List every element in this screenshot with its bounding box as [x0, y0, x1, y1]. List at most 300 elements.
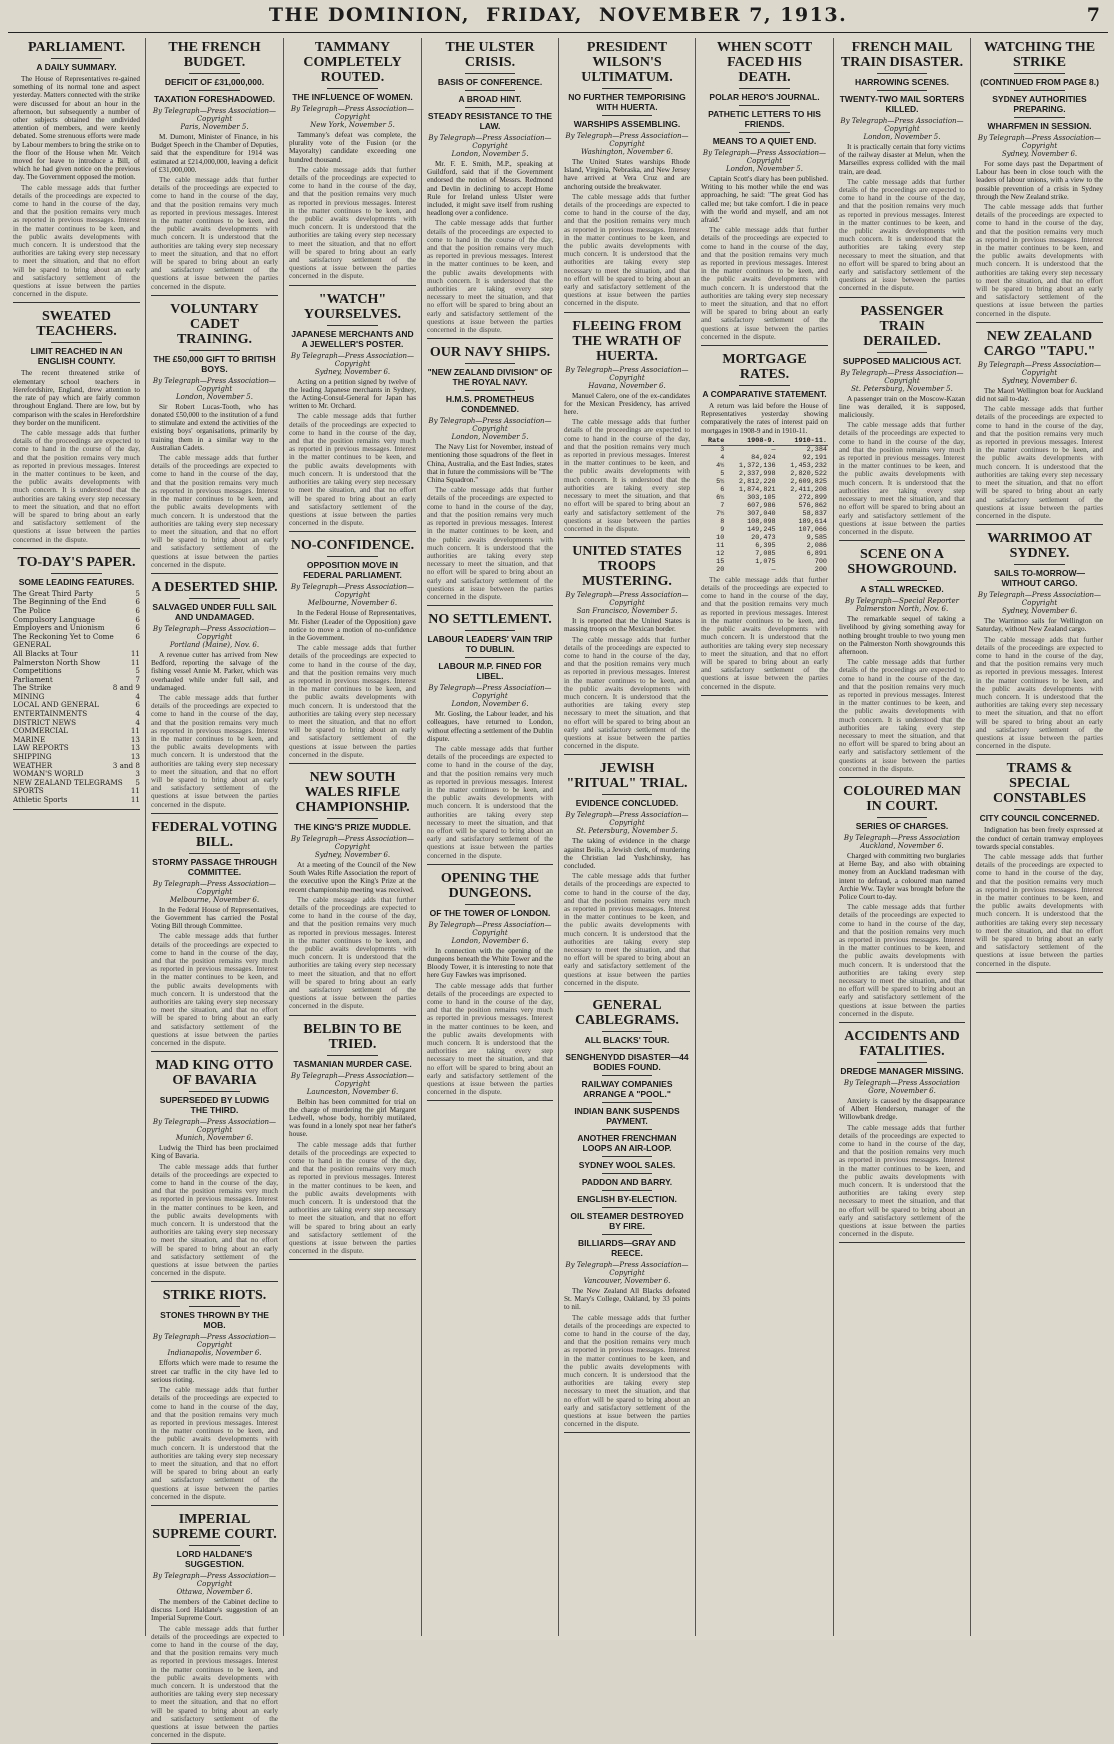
contents-page: 11 [130, 657, 140, 667]
article-byline: By Telegraph—Press Association [843, 833, 961, 842]
article-subheading: DREDGE MANAGER MISSING. [840, 1066, 964, 1077]
article-body: The recent threatened strike of elementary school teachers in Herefordshire, England, drew attention to the rate of pay which are fairly common throughout England. There are low, but by comparison with the scales in Herefordshire they border on the munificent. [13, 369, 140, 427]
article-byline: By Telegraph—Press Association—Copyright [565, 811, 689, 828]
article-headline: UNITED STATES TROOPS MUSTERING. [572, 544, 682, 590]
article-dateline: New York, November 5. [310, 121, 395, 129]
article-subheading: WARSHIPS ASSEMBLING. [573, 119, 681, 129]
mortgage-rates-table [701, 437, 828, 574]
contents-item: COMMERCIAL [13, 726, 69, 736]
article-continuation: The cable message adds that further details of the proceedings are expected to come to hand in the course of the day, and that the position remains very much as reported in previous messages. Interest in the matter continues to be keen, and the public awaits developments with much concern. It is understood that the authorities are taking every step necessary to meet the situation, and that no effort will be spared to bring about an early and satisfactory settlement of the questions at issue between the parties concerned in the dispute. [151, 1162, 278, 1278]
article-headline: THE FRENCH BUDGET. [168, 40, 261, 70]
contents-page: 6 [135, 700, 140, 710]
article [151, 820, 278, 1052]
rule-divider [327, 325, 378, 326]
article-dateline: London, November 5. [451, 150, 529, 158]
column-4 [422, 38, 559, 1636]
article-headline: NEW SOUTH WALES RIFLE CHAMPIONSHIP. [295, 769, 410, 815]
article-headline: STRIKE RIOTS. [162, 1288, 267, 1304]
article-continuation: The cable message adds that further details of the proceedings are expected to come to hand in the course of the day, and that the position remains very much as reported in previous messages. Interest in the matter continues to be keen, and the public awaits developments with much concern. It is understood that the authorities are taking every step necessary to meet the situation, and that no effort will be spared to bring about an early and satisfactory settlement of the questions at issue between the parties concerned in the dispute. [564, 872, 690, 987]
table-cell: 7½ [716, 509, 725, 518]
article-byline: By Telegraph—Press Association—Copyright [565, 365, 689, 382]
article-dateline: Sydney, November 6. [1001, 607, 1078, 616]
article-byline: By Telegraph—Press Association—Copyright [428, 920, 552, 937]
article-subheading: DEFICIT OF £31,000,000. [164, 77, 265, 87]
article-continuation: The cable message adds that further details of the proceedings are expected to come to hand in the course of the day, and that the position remains very much as reported in previous messages. Interest in the matter continues to be keen, and the public awaits developments with much concern. It is understood that the authorities are taking every step necessary to meet the situation, and that no effort will be spared to bring about an early and satisfactory settlement of the questions at issue between the parties concerned in the dispute. [701, 575, 828, 691]
rule-divider [465, 904, 515, 905]
article-body: The Maori Wellington boat for Auckland did not sail to-day. [976, 386, 1103, 404]
article [839, 1029, 965, 1243]
contents-page: 11 [130, 795, 140, 804]
article-subheading: A STALL WRECKED. [860, 584, 944, 595]
rule-divider [465, 630, 515, 631]
article [427, 40, 553, 339]
contents-page: 3 and 8 [112, 760, 140, 770]
contents-item: SHIPPING [13, 752, 52, 762]
article-headline: VOLUNTARY CADET TRAINING. [170, 301, 259, 347]
contents-item: Athletic Sports [13, 795, 68, 804]
section-divider [839, 1022, 965, 1023]
article-headline: TO-DAY'S PAPER. [17, 554, 136, 570]
article-headline: SCENE ON A SHOWGROUND. [847, 547, 957, 578]
table-cell: 303,105 [747, 493, 776, 502]
table-row [701, 518, 828, 526]
article-subheading: BILLIARDS—GRAY AND REECE. [578, 1238, 676, 1259]
contents-page: 4 [135, 691, 140, 701]
rule-divider [602, 1031, 652, 1032]
rule-divider [189, 350, 240, 351]
article-subheading: POLAR HERO'S JOURNAL. [709, 92, 820, 102]
article-subheading: SERIES OF CHARGES. [855, 820, 949, 831]
article-subheading: OIL STEAMER DESTROYED BY FIRE. [570, 1211, 684, 1232]
article-subheading: ANOTHER FRENCHMAN LOOPS AN AIR-LOOP. [577, 1133, 677, 1154]
article-byline: By Telegraph—Press Association—Copyright [290, 351, 415, 368]
rule-divider [877, 73, 927, 74]
article [13, 40, 140, 303]
section-divider [976, 524, 1103, 525]
rule-divider [602, 1207, 652, 1208]
article-dateline: Portland (Maine), Nov. 6. [169, 640, 260, 649]
article-subheading: STORMY PASSAGE THROUGH COMMITTEE. [152, 856, 277, 877]
article-body: In connection with the opening of the dungeons beneath the White Tower and the Bloody Tower, it is interesting to note that here Guy Fawkes was imprisoned. [427, 946, 553, 980]
article-body: M. Dumont, Minister of Finance, in his Budget Speech in the Chamber of Deputies, said that the expenditure for 1914 was estimated at £214,000,000, leaving a deficit of £31,000,000. [151, 133, 278, 174]
table-cell: — [771, 445, 776, 454]
article [289, 40, 416, 286]
article-continuation: The cable message adds that further details of the proceedings are expected to come to hand in the course of the day, and that the position remains very much as reported in previous messages. Interest in the matter continues to be keen, and the public awaits developments with much concern. It is understood that the authorities are taking every step necessary to meet the situation, and that no effort will be spared to bring about an early and satisfactory settlement of the questions at issue between the parties concerned in the dispute. [839, 903, 965, 1018]
contents-item: All Blacks at Tour [13, 648, 78, 658]
rule-divider [602, 1102, 652, 1103]
rule-divider [1014, 117, 1065, 118]
rule-divider [602, 1156, 652, 1157]
contents-item: MINING [13, 691, 45, 701]
article-headline: FEDERAL VOTING BILL. [151, 819, 278, 850]
article-body: The remarkable sequel of taking a livelihood by giving something away for nothing brought trouble to two young men on the Palmerston North showgrounds this afternoon. [839, 615, 965, 656]
article-headline: WARRIMOO AT SYDNEY. [987, 531, 1092, 562]
article-body: The members of the Cabinet decline to discuss Lord Haldane's suggestion of an Imperial Supreme Court. [151, 1597, 278, 1623]
rule-divider [602, 1190, 652, 1191]
article-byline: By Telegraph—Press Association—Copyright [977, 591, 1102, 608]
article [427, 871, 553, 1102]
table-cell: 6 [720, 485, 725, 494]
table-row [701, 550, 828, 558]
rule-divider [877, 90, 927, 91]
contents-page: 7 [135, 674, 140, 684]
article-byline: By Telegraph—Press Association—Copyright [152, 376, 277, 393]
rule-divider [877, 580, 927, 581]
article-body: The Navy List for November, instead of mentioning those squadrons of the fleet in China, Australia, and the East Indies, states that in future the commissions will be "The China Squadron." [427, 443, 553, 485]
table-row [701, 494, 828, 502]
article-byline: By Telegraph—Press Association—Copyright [565, 591, 689, 608]
article-headline: OUR NAVY SHIPS. [429, 345, 551, 361]
rule-divider [602, 88, 652, 89]
table-cell: 149,245 [747, 525, 776, 534]
table-cell: 2,384 [806, 445, 827, 454]
article-continuation: The cable message adds that further details of the proceedings are expected to come to hand in the course of the day, and that the position remains very much as reported in previous messages. Interest in the matter continues to be keen, and the public awaits developments with much concern. It is understood that the authorities are taking every step necessary to meet the situation, and that no effort will be spared to bring about an early and satisfactory settlement of the questions at issue between the parties concerned in the dispute. [427, 219, 553, 335]
article-subheading: LIMIT REACHED IN AN ENGLISH COUNTY. [30, 346, 123, 367]
section-divider [151, 1051, 278, 1052]
article-continuation: The cable message adds that further details of the proceedings are expected to come to hand in the course of the day, and that the position remains very much as reported in previous messages. Interest in the matter continues to be keen, and the public awaits developments with much concern. It is understood that the authorities are taking every step necessary to meet the situation, and that no effort will be spared to bring about an early and satisfactory settlement of the questions at issue between the parties concerned in the dispute. [564, 1313, 690, 1429]
article [151, 1058, 278, 1282]
rule-divider [465, 657, 515, 658]
article-byline: By Telegraph—Press Association [843, 1079, 961, 1088]
rule-divider [1014, 73, 1065, 74]
article-subheading: MEANS TO A QUIET END. [712, 136, 817, 146]
table-row [701, 470, 828, 478]
article-headline: MORTGAGE RATES. [722, 352, 807, 383]
article-body: Belbin has been committed for trial on the charge of murdering the girl Margaret Ledwell, whose body, horribly mutilated, was found in a lonely spot near her father's house. [289, 1097, 416, 1139]
article-body: Mr. F. E. Smith, M.P., speaking at Guildford, said that if the Government endorsed the notion of Messrs. Redmond and Devlin in declining to accept Home Rule for Ireland unless Ulster were included, it might save itself from rushing headlong over a confidence. [427, 160, 553, 218]
section-divider [701, 695, 828, 696]
table-cell: 189,614 [798, 517, 827, 526]
rule-divider [1014, 564, 1065, 565]
article-body: Captain Scott's diary has been published. Writing to his mother while the end was approaching, he said: "The great God has called me; but take comfort. I die in peace with the world and myself, and am not afraid." [701, 175, 828, 225]
article-body: In the Federal House of Representatives, Mr. Fisher (Leader of the Opposition) gave notice to move a motion of no-confidence in the Government. [289, 609, 416, 642]
article [151, 580, 278, 814]
article-continuation: The cable message adds that further details of the proceedings are expected to come to hand in the course of the day, and that the position remains very much as reported in previous messages. Interest in the matter continues to be keen, and the public awaits developments with much concern. It is understood that the authorities are taking every step necessary to meet the situation, and that no effort will be spared to bring about an early and satisfactory settlement of the questions at issue between the parties concerned in the dispute. [839, 421, 965, 536]
article-body: The United States warships Rhode Island, Virginia, Nebraska, and New Jersey have arrived at Vera Cruz and are anchoring outside the breakwater. [564, 158, 690, 191]
article [564, 319, 690, 538]
article-dateline: Gore, November 6. [868, 1087, 936, 1096]
section-divider [289, 531, 416, 532]
article-continuation: The cable message adds that further details of the proceedings are expected to come to hand in the course of the day, and that the position remains very much as reported in previous messages. Interest in the matter continues to be keen, and the public awaits developments with much concern. It is understood that the authorities are taking every step necessary to meet the situation, and that no effort will be spared to bring about an early and satisfactory settlement of the questions at issue between the parties concerned in the dispute. [564, 418, 690, 533]
table-cell: 2,820,522 [790, 469, 827, 478]
section-divider [701, 345, 828, 346]
rule-divider [739, 105, 790, 106]
contents-page: 13 [130, 734, 140, 744]
article-continuation: The cable message adds that further details of the proceedings are expected to come to hand in the course of the day, and that the position remains very much as reported in previous messages. Interest in the matter continues to be keen, and the public awaits developments with much concern. It is understood that the authorities are taking every step necessary to meet the situation, and that no effort will be spared to bring about an early and satisfactory settlement of the questions at issue between the parties concerned in the dispute. [976, 203, 1103, 318]
section-divider [13, 302, 140, 303]
article-headline: A DESERTED SHIP. [151, 579, 278, 595]
contents-page: 3 [135, 769, 140, 779]
article-byline: By Telegraph—Press Association—Copyright [977, 134, 1102, 150]
article-dateline: London, November 6. [451, 936, 529, 945]
table-cell: 10 [716, 533, 725, 542]
article-subheading: TASMANIAN MURDER CASE. [293, 1058, 412, 1069]
table-row [701, 566, 828, 574]
table-cell: 700 [814, 557, 827, 566]
article-body: In the Federal House of Representatives, the Government has carried the Postal Voting Bill through Committee. [151, 905, 278, 931]
section-divider [839, 297, 965, 298]
article-dateline: Washington, November 6. [580, 148, 674, 156]
masthead [8, 4, 1108, 33]
article-byline: By Telegraph—Press Association—Copyright [290, 583, 415, 600]
article-dateline: Havana, November 6. [588, 381, 666, 390]
article-continuation: The cable message adds that further details of the proceedings are expected to come to hand in the course of the day, and that the position remains very much as reported in previous messages. Interest in the matter continues to be keen, and the public awaits developments with much concern. It is understood that the authorities are taking every step necessary to meet the situation, and that no effort will be spared to bring about an early and satisfactory settlement of the questions at issue between the parties concerned in the dispute. [151, 454, 278, 569]
article-body: Efforts which were made to resume the street car traffic in the city have led to serious rioting. [151, 1359, 278, 1384]
article-body: It is reported that the United States is massing troops on the Mexican border. [564, 617, 690, 634]
article-dateline: St. Petersburg, November 5. [851, 384, 953, 393]
table-cell: 6,395 [755, 541, 776, 550]
article-continuation: The cable message adds that further details of the proceedings are expected to come to hand in the course of the day, and that the position remains very much as reported in previous messages. Interest in the matter continues to be keen, and the public awaits developments with much concern. It is understood that the authorities are taking every step necessary to meet the situation, and that no effort will be spared to bring about an early and satisfactory settlement of the questions at issue between the parties concerned in the dispute. [976, 405, 1103, 520]
article-continuation: The cable message adds that further details of the proceedings are expected to come to hand in the course of the day, and that the position remains very much as reported in previous messages. Interest in the matter continues to be keen, and the public awaits developments with much concern. It is understood that the authorities are taking every step necessary to meet the situation, and that no effort will be spared to bring about an early and satisfactory settlement of the questions at issue between the parties concerned in the dispute. [151, 176, 278, 291]
article-subheading: A DAILY SUMMARY. [36, 62, 117, 72]
contents-row [13, 796, 140, 805]
article-subheading: SUPERSEDED BY LUDWIG THE THIRD. [159, 1095, 270, 1116]
article [564, 998, 690, 1433]
contents-item: WOMAN'S WORLD [13, 769, 84, 779]
article-dateline: Launceston, November 6. [306, 1087, 399, 1096]
article [289, 292, 416, 533]
article-body: At a meeting of the Council of the New South Wales Rifle Association the report of the executive upon the King's Prize at the recent championship meeting was received. [289, 860, 416, 894]
section-divider [564, 537, 690, 538]
rule-divider [877, 352, 927, 353]
article-byline: By Telegraph—Press Association—Copyright [428, 684, 552, 701]
article-continuation: The cable message adds that further details of the proceedings are expected to come to hand in the course of the day, and that the position remains very much as reported in previous messages. Interest in the matter continues to be keen, and the public awaits developments with much concern. It is understood that the authorities are taking every step necessary to meet the situation, and that no effort will be spared to bring about an early and satisfactory settlement of the questions at issue between the parties concerned in the dispute. [151, 1386, 278, 1501]
article [289, 770, 416, 1016]
table-header: Rate [701, 437, 725, 446]
article-subheading: LABOUR M.P. FINED FOR LIBEL. [438, 661, 542, 682]
table-cell: 607,986 [747, 501, 776, 510]
rule-divider [465, 363, 515, 364]
article-dateline: London, November 6. [451, 700, 529, 709]
rule-divider [189, 1545, 240, 1546]
table-cell: 2,812,220 [738, 477, 776, 486]
article-subheading: SYDNEY AUTHORITIES PREPARING. [992, 94, 1087, 114]
table-cell: 1,874,821 [738, 485, 776, 494]
table-cell: 272,899 [798, 493, 827, 502]
table-row [701, 542, 828, 550]
article [13, 309, 140, 548]
article-headline: PARLIAMENT. [27, 40, 126, 55]
section-divider [427, 1100, 553, 1101]
table-cell: 5½ [716, 477, 725, 486]
article-subheading: SUPPOSED MALICIOUS ACT. [842, 355, 962, 366]
rule-divider [739, 132, 790, 133]
article-continuation: The cable message adds that further details of the proceedings are expected to come to hand in the course of the day, and that the position remains very much as reported in previous messages. Interest in the matter continues to be keen, and the public awaits developments with much concern. It is understood that the authorities are taking every step necessary to meet the situation, and that no effort will be spared to bring about an early and satisfactory settlement of the questions at issue between the parties concerned in the dispute. [151, 932, 278, 1048]
rule-divider [465, 107, 515, 108]
article-body: The taking of evidence in the charge against Beilis, a Jewish clerk, of murdering the Christian lad Yushchinsky, has concluded. [564, 837, 690, 870]
contents-item: SPORTS [13, 786, 44, 796]
column-5 [559, 38, 696, 1636]
article-byline: By Telegraph—Special Reporter [845, 597, 959, 606]
article [151, 40, 278, 296]
rule-divider [51, 573, 102, 574]
article-continuation: The cable message adds that further details of the proceedings are expected to come to hand in the course of the day, and that the position remains very much as reported in previous messages. Interest in the matter continues to be keen, and the public awaits developments with much concern. It is understood that the authorities are taking every step necessary to meet the situation, and that no effort will be spared to bring about an early and satisfactory settlement of the questions at issue between the parties concerned in the dispute. [289, 895, 416, 1011]
section-divider [151, 1281, 278, 1282]
contents-item: NEW ZEALAND TELEGRAMS [13, 777, 123, 787]
rule-divider [602, 1048, 652, 1049]
article-headline: WHEN SCOTT FACED HIS DEATH. [716, 40, 813, 85]
section-divider [976, 322, 1103, 323]
article-byline: By Telegraph—Press Association—Copyright [565, 1261, 689, 1278]
table-row [701, 558, 828, 566]
article-subheading: PATHETIC LETTERS TO HIS FRIENDS. [708, 109, 821, 129]
article-headline: COLOURED MAN IN COURT. [843, 783, 961, 814]
rule-divider [51, 342, 102, 343]
rule-divider [465, 90, 515, 91]
rule-divider [189, 73, 240, 74]
contents-page: 5 [135, 588, 140, 598]
article-body: A revenue cutter has arrived from New Bedford, reporting the salvage of the fishing vessel Annie M. Parker, which was overhauled while under full sail, and undamaged. [151, 650, 278, 692]
article-subheading: OF THE TOWER OF LONDON. [429, 907, 551, 918]
table-cell: 576,862 [798, 501, 827, 510]
table-cell: 1,075 [755, 557, 776, 566]
section-divider [976, 754, 1103, 755]
article [976, 40, 1103, 323]
article-continuation: The cable message adds that further details of the proceedings are expected to come to hand in the course of the day, and that the position remains very much as reported in previous messages. Interest in the matter continues to be keen, and the public awaits developments with much concern. It is understood that the authorities are taking every step necessary to meet the situation, and that no effort will be spared to bring about an early and satisfactory settlement of the questions at issue between the parties concerned in the dispute. [564, 192, 690, 308]
contents-item: The Police [13, 605, 51, 615]
article-dateline: London, November 5. [863, 133, 941, 141]
column-8 [971, 38, 1108, 1636]
contents-page: 8 and 9 [112, 683, 140, 693]
article-continuation: The cable message adds that further details of the proceedings are expected to come to hand in the course of the day, and that the position remains very much as reported in previous messages. Interest in the matter continues to be keen, and the public awaits developments with much concern. It is understood that the authorities are taking every step necessary to meet the situation, and that no effort will be spared to bring about an early and satisfactory settlement of the questions at issue between the parties concerned in the dispute. [427, 486, 553, 601]
article-byline: By Telegraph—Press Association—Copyright [152, 1333, 277, 1350]
section-divider [289, 763, 416, 764]
paper-date: NOVEMBER 7, 1913. [598, 4, 848, 26]
rule-divider [602, 1129, 652, 1130]
article-body: Indignation has been freely expressed at the conduct of certain tramway employees towards special constables. [976, 826, 1103, 851]
article-body: Charged with committing two burglaries at Herne Bay, and also with obtaining money from an Auckland tradesman with intent to defraud, a coloured man named Archie Ww. Tayler was brought before the Police Court to-day. [839, 851, 965, 901]
article-continuation: The cable message adds that further details of the proceedings are expected to come to hand in the course of the day, and that the position remains very much as reported in previous messages. Interest in the matter continues to be keen, and the public awaits developments with much concern. It is understood that the authorities are taking every step necessary to meet the situation, and that no effort will be spared to bring about an early and satisfactory settlement of the questions at issue between the parties concerned in the dispute. [976, 852, 1103, 968]
columns [8, 38, 1108, 1740]
contents-page: 11 [130, 786, 140, 796]
article-subheading: (CONTINUED FROM PAGE 8.) [980, 77, 1099, 87]
article-subheading: NO FURTHER TEMPORISING WITH HUERTA. [568, 92, 686, 112]
rule-divider [189, 1306, 240, 1307]
article-subheading: INDIAN BANK SUSPENDS PAYMENT. [574, 1106, 680, 1127]
rule-divider [327, 818, 378, 819]
table-cell: 12 [716, 549, 725, 558]
article-dateline: Palmerston North, Nov. 6. [855, 605, 949, 614]
article-subheading: THE INFLUENCE OF WOMEN. [292, 92, 413, 102]
article-body: Anxiety is caused by the disappearance of Albert Henderson, manager of the Willowbank dredge. [839, 1097, 965, 1122]
contents-item: DISTRICT NEWS [13, 717, 76, 727]
article-subheading: THE KING'S PRIZE MUDDLE. [294, 821, 411, 832]
article-continuation: The cable message adds that further details of the proceedings are expected to come to hand in the course of the day, and that the position remains very much as reported in previous messages. Interest in the matter continues to be keen, and the public awaits developments with much concern. It is understood that the authorities are taking every step necessary to meet the situation, and that no effort will be spared to bring about an early and satisfactory settlement of the questions at issue between the parties concerned in the dispute. [564, 635, 690, 751]
article-continuation: The cable message adds that further details of the proceedings are expected to come to hand in the course of the day, and that the position remains very much as reported in previous messages. Interest in the matter continues to be keen, and the public awaits developments with much concern. It is understood that the authorities are taking every step necessary to meet the situation, and that no effort will be spared to bring about an early and satisfactory settlement of the questions at issue between the parties concerned in the dispute. [701, 226, 828, 341]
article-headline: PASSENGER TRAIN DERAILED. [860, 303, 944, 349]
contents-page: 5 [135, 666, 140, 676]
table-cell: — [771, 565, 776, 574]
article-subheading: A COMPARATIVE STATEMENT. [702, 389, 827, 400]
rule-divider [602, 1234, 652, 1235]
table-row [701, 454, 828, 462]
rule-divider [465, 390, 515, 391]
rule-divider [189, 853, 240, 854]
article-continuation: The cable message adds that further details of the proceedings are expected to come to hand in the course of the day, and that the position remains very much as reported in previous messages. Interest in the matter continues to be keen, and the public awaits developments with much concern. It is understood that the authorities are taking every step necessary to meet the situation, and that no effort will be spared to bring about an early and satisfactory settlement of the questions at issue between the parties concerned in the dispute. [289, 1140, 416, 1256]
article-subheading: LABOUR LEADERS' VAIN TRIP TO DUBLIN. [427, 634, 553, 655]
table-cell: 9,585 [806, 533, 827, 542]
section-divider [151, 813, 278, 814]
article-subheading: SENGHENYDD DISASTER—44 BODIES FOUND. [565, 1052, 689, 1073]
article-subheading: OPPOSITION MOVE IN FEDERAL PARLIAMENT. [303, 560, 402, 581]
article [839, 784, 965, 1023]
table-cell: 307,040 [747, 509, 776, 518]
table-cell: 2,086 [806, 541, 827, 550]
article-dateline: Indianapolis, November 6. [167, 1349, 262, 1358]
rule-divider [602, 1075, 652, 1076]
column-6 [696, 38, 834, 1636]
article [289, 1022, 416, 1261]
rule-divider [602, 1173, 652, 1174]
article-subheading: STEADY RESISTANCE TO THE LAW. [427, 111, 553, 131]
table-header: 1908-9. [725, 437, 776, 446]
article-subheading: JAPANESE MERCHANTS AND A JEWELLER'S POSTER. [291, 328, 414, 349]
article-subheading: SAILS TO-MORROW—WITHOUT CARGO. [994, 568, 1085, 589]
table-cell: 7,085 [755, 549, 776, 558]
table-cell: 1,453,232 [790, 461, 827, 470]
article-byline: By Telegraph—Press Association—Copyright [565, 132, 689, 148]
table-cell: 7 [720, 501, 725, 510]
table-cell: 1,372,136 [738, 461, 776, 470]
article [839, 547, 965, 778]
article-headline: BELBIN TO BE TRIED. [303, 1021, 402, 1052]
article-dateline: Paris, November 5. [180, 123, 249, 131]
contents-page: 6 [135, 605, 140, 615]
article-continuation: The cable message adds that further details of the proceedings are expected to come to hand in the course of the day, and that the position remains very much as reported in previous messages. Interest in the matter continues to be keen, and the public awaits developments with much concern. It is understood that the authorities are taking every step necessary to meet the situation, and that no effort will be spared to bring about an early and satisfactory settlement of the questions at issue between the parties concerned in the dispute. [427, 981, 553, 1097]
article [151, 1512, 278, 1744]
article-byline: By Telegraph—Press Association—Copyright [840, 368, 964, 385]
article-dateline: Sydney, November 6. [1001, 376, 1078, 385]
article-subheading: HARROWING SCENES. [855, 77, 949, 87]
article-headline: SWEATED TEACHERS. [36, 309, 117, 340]
article [13, 555, 140, 810]
table-row [701, 478, 828, 486]
column-2 [146, 38, 284, 1740]
article [564, 761, 690, 992]
article-byline: By Telegraph—Press Association—Copyright [977, 360, 1102, 377]
article [839, 40, 965, 298]
table-header: 1910-11. [777, 437, 828, 446]
table-cell: 92,191 [802, 453, 827, 462]
table-cell: 5 [720, 469, 725, 478]
article-dateline: London, November 5. [176, 392, 253, 401]
article-subheading: RAILWAY COMPANIES ARRANGE A "POOL." [581, 1079, 673, 1100]
table-cell: 9 [720, 525, 725, 534]
contents-item: ENTERTAINMENTS [13, 709, 88, 719]
rule-divider [602, 794, 652, 795]
article-continuation: The cable message adds that further details of the proceedings are expected to come to hand in the course of the day, and that the position remains very much as reported in previous messages. Interest in the matter continues to be keen, and the public awaits developments with much concern. It is understood that the authorities are taking every step necessary to meet the situation, and that no effort will be spared to bring about an early and satisfactory settlement of the questions at issue between the parties concerned in the dispute. [151, 693, 278, 809]
paper-day: FRIDAY, [486, 4, 583, 26]
article [839, 304, 965, 541]
article-continuation: The cable message adds that further details of the proceedings are expected to come to hand in the course of the day, and that the position remains very much as reported in previous messages. Interest in the matter continues to be keen, and the public awaits developments with much concern. It is understood that the authorities are taking every step necessary to meet the situation, and that no effort will be spared to bring about an early and satisfactory settlement of the questions at issue between the parties concerned in the dispute. [151, 1624, 278, 1740]
table-row [701, 462, 828, 470]
contents-page: 11 [130, 726, 140, 736]
article-subheading: CITY COUNCIL CONCERNED. [979, 813, 1100, 824]
contents-page: 4 [135, 709, 140, 719]
rule-divider [189, 1091, 240, 1092]
article [151, 302, 278, 574]
article-dateline: San Francisco, November 5. [576, 607, 678, 616]
article-byline: By Telegraph—Press Association—Copyright [152, 1118, 277, 1135]
section-divider [564, 312, 690, 313]
contents-page: 5 [135, 777, 140, 787]
section-divider [839, 777, 965, 778]
rule-divider [327, 556, 378, 557]
table-cell: 4 [720, 453, 725, 462]
rule-divider [189, 598, 240, 599]
section-divider [289, 1259, 416, 1260]
article-dateline: Vancouver, November 6. [583, 1277, 671, 1286]
